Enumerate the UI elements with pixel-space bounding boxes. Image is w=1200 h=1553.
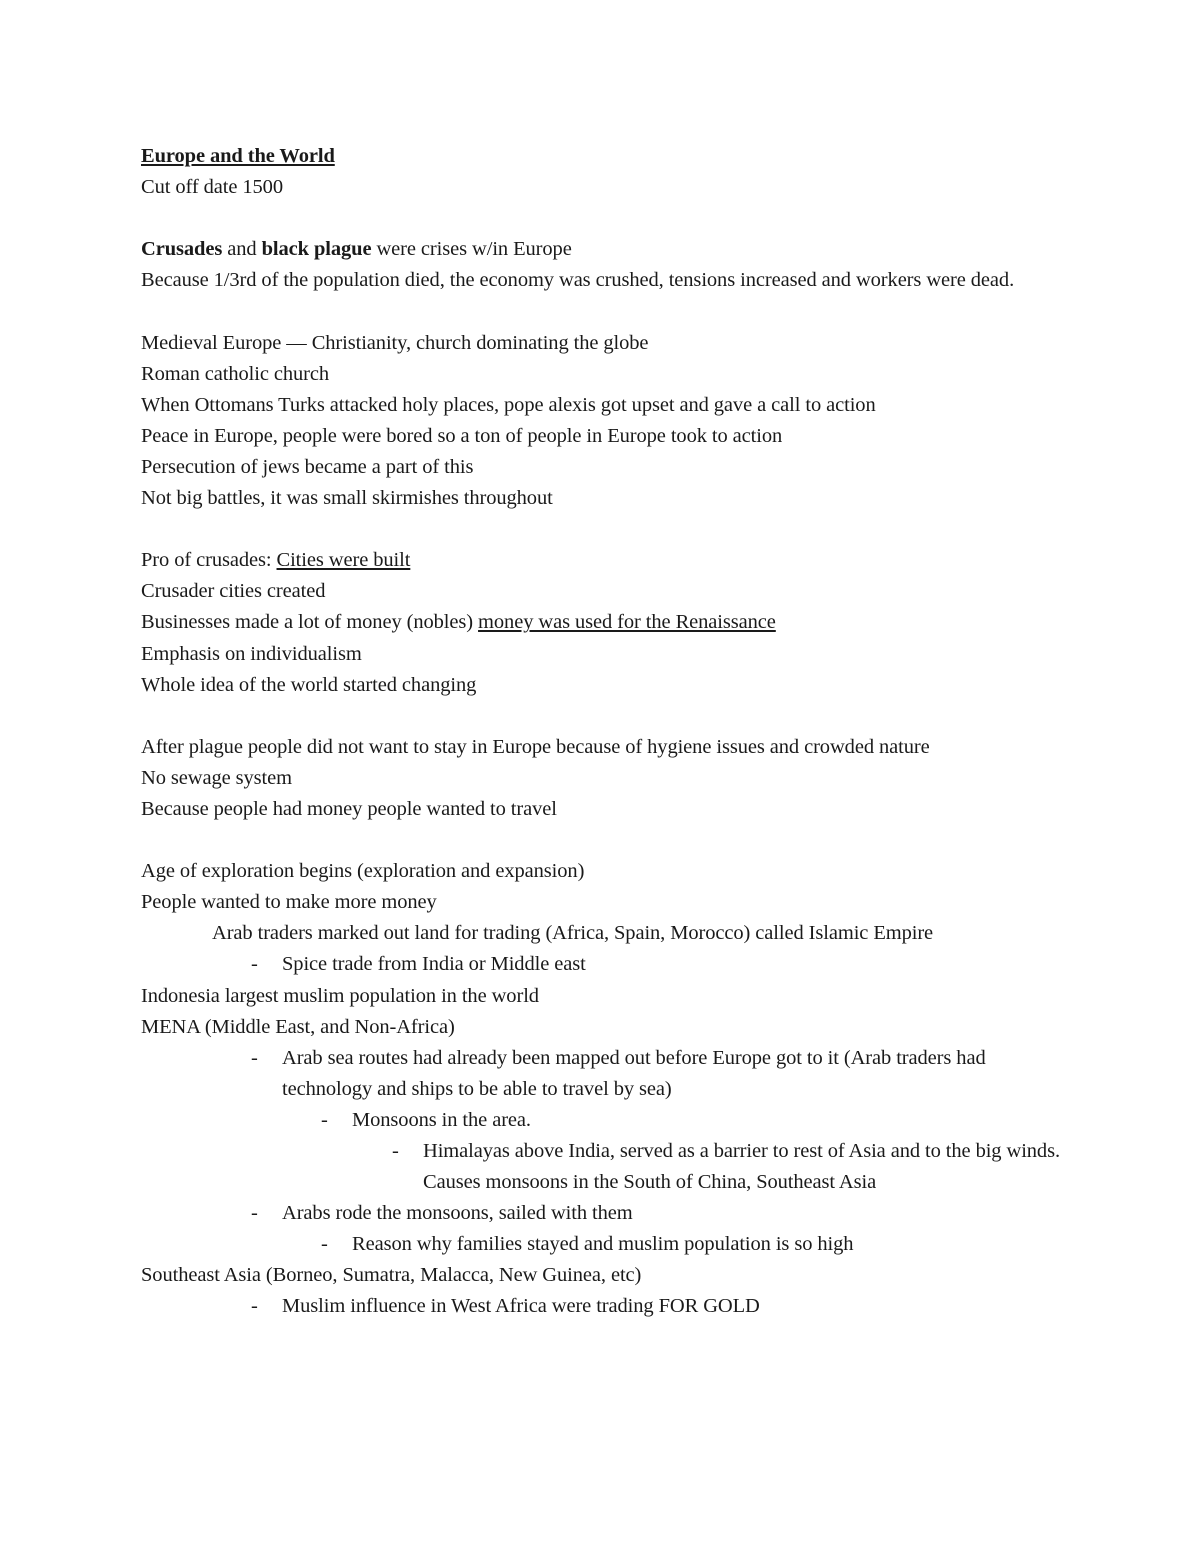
spacer xyxy=(141,701,1081,732)
bullet-dash: - xyxy=(251,1295,258,1318)
spacer xyxy=(141,203,1081,234)
spacer xyxy=(141,825,1081,856)
note-line: Not big battles, it was small skirmishes throughout xyxy=(141,487,553,510)
list-item xyxy=(141,1229,1081,1260)
note-line: Persecution of jews became a part of this xyxy=(141,455,474,478)
crises-tail: were crises w/in Europe xyxy=(371,238,572,261)
note-line: When Ottomans Turks attacked holy places, pope alexis got upset and gave a call to action xyxy=(141,393,876,416)
document-page xyxy=(141,141,1081,1323)
list-item xyxy=(141,1198,1081,1229)
black-plague-term: black plague xyxy=(261,238,372,261)
note-line: Peace in Europe, people were bored so a ton of people in Europe took to action xyxy=(141,424,783,447)
arab-traders-line: Arab traders marked out land for trading (Africa, Spain, Morocco) called Islamic Empire xyxy=(212,922,934,945)
pro-crusades-line xyxy=(141,545,1081,576)
bullet-dash: - xyxy=(321,1108,328,1131)
document-title: Europe and the World xyxy=(141,145,335,167)
note-line: Medieval Europe — Christianity, church dominating the globe xyxy=(141,331,649,354)
note-line: After plague people did not want to stay in Europe because of hygiene issues and crowded nature xyxy=(141,735,930,758)
list-item xyxy=(141,949,1081,980)
crises-connector: and xyxy=(222,238,262,261)
bullet-dash: - xyxy=(251,953,258,976)
business-line xyxy=(141,607,1081,638)
bullet-dash: - xyxy=(251,1202,258,1225)
business-prefix: Businesses made a lot of money (nobles) xyxy=(141,611,479,634)
population-paragraph: Because 1/3rd of the population died, the economy was crushed, tensions increased and workers were dead. xyxy=(141,269,1015,292)
list-item xyxy=(141,1043,1081,1105)
note-line: Because people had money people wanted to travel xyxy=(141,797,557,820)
bullet-dash: - xyxy=(251,1046,258,1069)
list-item-text: Spice trade from India or Middle east xyxy=(282,953,586,976)
list-item xyxy=(141,1136,1081,1198)
note-line: People wanted to make more money xyxy=(141,891,437,914)
note-line: Emphasis on individualism xyxy=(141,642,362,665)
note-line: No sewage system xyxy=(141,766,292,789)
list-item-text: Monsoons in the area. xyxy=(352,1108,531,1131)
pro-prefix: Pro of crusades: xyxy=(141,549,277,572)
note-line: Whole idea of the world started changing xyxy=(141,673,477,696)
note-line: Indonesia largest muslim population in the world xyxy=(141,984,539,1007)
note-line: Southeast Asia (Borneo, Sumatra, Malacca, New Guinea, etc) xyxy=(141,1264,642,1287)
list-item-text: Arabs rode the monsoons, sailed with them xyxy=(282,1202,633,1225)
note-line: Age of exploration begins (exploration and expansion) xyxy=(141,860,585,883)
spacer xyxy=(141,296,1081,327)
bullet-dash: - xyxy=(392,1140,399,1162)
crusades-term: Crusades xyxy=(141,238,223,261)
pro-underlined: Cities were built xyxy=(276,549,411,572)
note-line: Roman catholic church xyxy=(141,362,330,385)
note-line: MENA (Middle East, and Non-Africa) xyxy=(141,1015,455,1038)
bullet-dash: - xyxy=(321,1233,328,1256)
list-item-text: Muslim influence in West Africa were trading FOR GOLD xyxy=(282,1295,760,1318)
spacer xyxy=(141,514,1081,545)
note-line: Crusader cities created xyxy=(141,580,326,603)
list-item-text: Himalayas above India, served as a barrier to rest of Asia and to the big winds. Causes monsoons in the South of China, Southeast Asia xyxy=(423,1140,1060,1194)
cutoff-date: Cut off date 1500 xyxy=(141,176,283,199)
list-item xyxy=(141,1291,1081,1322)
list-item xyxy=(141,1105,1081,1136)
crises-line xyxy=(141,234,1081,265)
list-item-text: Arab sea routes had already been mapped out before Europe got to it (Arab traders had technology and ships to be able to travel by sea) xyxy=(282,1046,986,1100)
business-underlined: money was used for the Renaissance xyxy=(478,611,776,634)
list-item-text: Reason why families stayed and muslim population is so high xyxy=(352,1233,854,1256)
